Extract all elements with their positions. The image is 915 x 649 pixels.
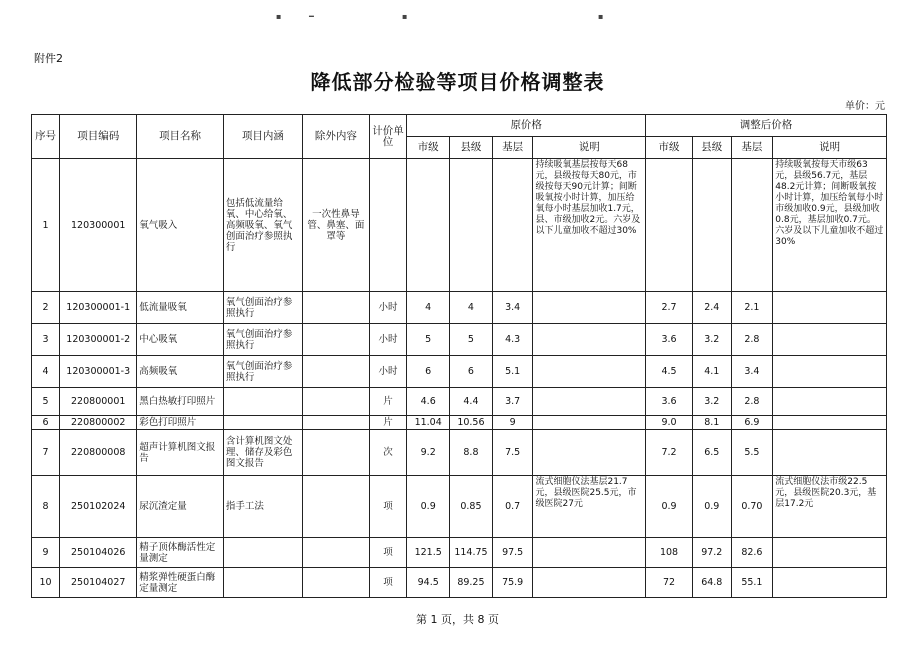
cell-n-base: 2.1 xyxy=(731,292,773,324)
cell-o-city: 121.5 xyxy=(407,538,450,568)
table-row xyxy=(32,159,887,292)
cell-n-city: 3.6 xyxy=(646,324,693,356)
cell-excluded xyxy=(303,356,370,388)
cell-n-city: 4.5 xyxy=(646,356,693,388)
cell-o-county: 10.56 xyxy=(450,416,493,430)
cell-seq: 1 xyxy=(32,159,60,292)
cell-n-city: 2.7 xyxy=(646,292,693,324)
table-row xyxy=(32,356,887,388)
cell-code: 120300001 xyxy=(60,159,137,292)
cell-n-county: 64.8 xyxy=(692,568,731,598)
cell-excluded xyxy=(303,416,370,430)
cell-o-note: 持续吸氧基层按每天68元，县级按每天80元，市级按每天90元计算；间断吸氧按小时计算，加压给氧每小时基层加收1.7元，县、市级加收2元。六岁及以下儿童加收不超过30% xyxy=(533,159,646,292)
cell-code: 250102024 xyxy=(60,476,137,538)
cell-n-base: 0.70 xyxy=(731,476,773,538)
cell-n-base: 5.5 xyxy=(731,430,773,476)
cell-n-note xyxy=(773,292,887,324)
cell-unit: 项 xyxy=(369,568,407,598)
header-adjusted-note: 说明 xyxy=(773,137,887,159)
cell-content: 氧气创面治疗参照执行 xyxy=(223,292,302,324)
cell-n-county: 8.1 xyxy=(692,416,731,430)
cell-code: 250104027 xyxy=(60,568,137,598)
cell-unit: 小时 xyxy=(369,356,407,388)
cell-name: 尿沉渣定量 xyxy=(137,476,224,538)
cell-n-city: 9.0 xyxy=(646,416,693,430)
cell-seq: 4 xyxy=(32,356,60,388)
cell-o-note xyxy=(533,324,646,356)
cell-code: 220800001 xyxy=(60,388,137,416)
cell-unit: 片 xyxy=(369,416,407,430)
cell-o-city: 4.6 xyxy=(407,388,450,416)
cell-code: 250104026 xyxy=(60,538,137,568)
cell-n-county: 2.4 xyxy=(692,292,731,324)
table-row xyxy=(32,476,887,538)
cell-o-base: 9 xyxy=(492,416,533,430)
cell-seq: 10 xyxy=(32,568,60,598)
cell-o-note: 流式细胞仪法基层21.7元，县级医院25.5元，市级医院27元 xyxy=(533,476,646,538)
cell-n-base: 55.1 xyxy=(731,568,773,598)
unit-label: 单价：元 xyxy=(845,101,885,112)
cell-content: 指手工法 xyxy=(223,476,302,538)
cell-seq: 2 xyxy=(32,292,60,324)
cell-seq: 7 xyxy=(32,430,60,476)
cell-o-note xyxy=(533,388,646,416)
cell-n-note xyxy=(773,416,887,430)
cell-unit: 项 xyxy=(369,476,407,538)
cell-n-city: 72 xyxy=(646,568,693,598)
cell-o-note xyxy=(533,292,646,324)
cell-o-city: 11.04 xyxy=(407,416,450,430)
cell-n-city: 108 xyxy=(646,538,693,568)
price-adjustment-table xyxy=(31,114,887,598)
scan-mark: ▪ xyxy=(598,12,604,21)
header-excluded: 除外内容 xyxy=(303,115,370,159)
cell-o-note xyxy=(533,430,646,476)
cell-o-county: 4 xyxy=(450,292,493,324)
cell-n-base: 3.4 xyxy=(731,356,773,388)
cell-excluded: 一次性鼻导管、鼻塞、面罩等 xyxy=(303,159,370,292)
cell-excluded xyxy=(303,538,370,568)
cell-code: 120300001-3 xyxy=(60,356,137,388)
cell-o-note xyxy=(533,356,646,388)
cell-unit xyxy=(369,159,407,292)
cell-content: 氧气创面治疗参照执行 xyxy=(223,324,302,356)
cell-content xyxy=(223,416,302,430)
cell-o-city: 94.5 xyxy=(407,568,450,598)
cell-n-county: 6.5 xyxy=(692,430,731,476)
header-original-city: 市级 xyxy=(407,137,450,159)
cell-n-note: 流式细胞仪法市级22.5元，县级医院20.3元，基层17.2元 xyxy=(773,476,887,538)
cell-code: 220800002 xyxy=(60,416,137,430)
cell-n-note xyxy=(773,538,887,568)
header-seq: 序号 xyxy=(32,115,60,159)
table-row xyxy=(32,568,887,598)
cell-excluded xyxy=(303,430,370,476)
cell-n-city xyxy=(646,159,693,292)
header-unit: 计价单位 xyxy=(369,115,407,159)
header-adjusted-city: 市级 xyxy=(646,137,693,159)
cell-n-base: 82.6 xyxy=(731,538,773,568)
cell-n-county: 4.1 xyxy=(692,356,731,388)
cell-unit: 片 xyxy=(369,388,407,416)
cell-o-city: 6 xyxy=(407,356,450,388)
cell-n-note xyxy=(773,430,887,476)
cell-o-base: 3.4 xyxy=(492,292,533,324)
cell-seq: 9 xyxy=(32,538,60,568)
cell-code: 120300001-2 xyxy=(60,324,137,356)
cell-o-city: 4 xyxy=(407,292,450,324)
scan-mark: ▪ xyxy=(402,12,408,21)
header-code: 项目编码 xyxy=(60,115,137,159)
cell-content xyxy=(223,538,302,568)
cell-name: 彩色打印照片 xyxy=(137,416,224,430)
header-content: 项目内涵 xyxy=(223,115,302,159)
cell-n-note xyxy=(773,568,887,598)
cell-o-note xyxy=(533,538,646,568)
cell-unit: 次 xyxy=(369,430,407,476)
cell-content: 含计算机图文处理、储存及彩色图文报告 xyxy=(223,430,302,476)
cell-o-base: 75.9 xyxy=(492,568,533,598)
table-row xyxy=(32,538,887,568)
cell-n-county: 97.2 xyxy=(692,538,731,568)
cell-o-base: 3.7 xyxy=(492,388,533,416)
cell-unit: 小时 xyxy=(369,292,407,324)
cell-seq: 6 xyxy=(32,416,60,430)
cell-o-base xyxy=(492,159,533,292)
cell-o-base: 7.5 xyxy=(492,430,533,476)
cell-o-note xyxy=(533,568,646,598)
cell-n-base xyxy=(731,159,773,292)
cell-unit: 项 xyxy=(369,538,407,568)
cell-excluded xyxy=(303,388,370,416)
header-original-note: 说明 xyxy=(533,137,646,159)
table-row xyxy=(32,324,887,356)
cell-n-note: 持续吸氧按每天市级63元，县级56.7元，基层48.2元计算；间断吸氧按小时计算，加压给氧每小时市级加收0.9元，县级加收0.8元，基层加收0.7元。六岁及以下儿童加收不超过30% xyxy=(773,159,887,292)
cell-n-city: 3.6 xyxy=(646,388,693,416)
header-original-price: 原价格 xyxy=(407,115,646,137)
cell-excluded xyxy=(303,568,370,598)
cell-n-county: 3.2 xyxy=(692,324,731,356)
cell-name: 高频吸氧 xyxy=(137,356,224,388)
cell-n-city: 7.2 xyxy=(646,430,693,476)
cell-o-county: 5 xyxy=(450,324,493,356)
cell-o-county: 6 xyxy=(450,356,493,388)
cell-name: 低流量吸氧 xyxy=(137,292,224,324)
cell-excluded xyxy=(303,476,370,538)
cell-content: 包括低流量给氧、中心给氧、高频吸氧、氧气创面治疗参照执行 xyxy=(223,159,302,292)
cell-o-base: 5.1 xyxy=(492,356,533,388)
cell-o-city: 5 xyxy=(407,324,450,356)
cell-o-county: 114.75 xyxy=(450,538,493,568)
table-row xyxy=(32,416,887,430)
cell-o-county: 4.4 xyxy=(450,388,493,416)
cell-o-city xyxy=(407,159,450,292)
cell-excluded xyxy=(303,324,370,356)
cell-o-county: 8.8 xyxy=(450,430,493,476)
cell-code: 120300001-1 xyxy=(60,292,137,324)
document-title: 降低部分检验等项目价格调整表 xyxy=(310,70,605,94)
page-footer: 第 1 页，共 8 页 xyxy=(416,613,499,626)
cell-o-base: 97.5 xyxy=(492,538,533,568)
table-row xyxy=(32,292,887,324)
cell-o-note xyxy=(533,416,646,430)
cell-name: 氧气吸入 xyxy=(137,159,224,292)
cell-n-base: 2.8 xyxy=(731,324,773,356)
cell-name: 精浆弹性硬蛋白酶定量测定 xyxy=(137,568,224,598)
cell-name: 中心吸氧 xyxy=(137,324,224,356)
cell-code: 220800008 xyxy=(60,430,137,476)
cell-content: 氧气创面治疗参照执行 xyxy=(223,356,302,388)
header-original-base: 基层 xyxy=(492,137,533,159)
cell-excluded xyxy=(303,292,370,324)
cell-o-city: 0.9 xyxy=(407,476,450,538)
table-row xyxy=(32,430,887,476)
table-row xyxy=(32,388,887,416)
cell-n-city: 0.9 xyxy=(646,476,693,538)
cell-unit: 小时 xyxy=(369,324,407,356)
cell-n-county: 0.9 xyxy=(692,476,731,538)
scan-mark: ━ xyxy=(309,12,314,21)
cell-n-note xyxy=(773,388,887,416)
cell-content xyxy=(223,568,302,598)
header-adjusted-price: 调整后价格 xyxy=(646,115,887,137)
cell-o-county: 89.25 xyxy=(450,568,493,598)
cell-name: 超声计算机图文报告 xyxy=(137,430,224,476)
scan-mark: ▪ xyxy=(276,12,282,21)
cell-o-county: 0.85 xyxy=(450,476,493,538)
cell-n-county: 3.2 xyxy=(692,388,731,416)
cell-name: 精子顶体酶活性定量测定 xyxy=(137,538,224,568)
cell-n-base: 2.8 xyxy=(731,388,773,416)
cell-name: 黑白热敏打印照片 xyxy=(137,388,224,416)
cell-o-base: 4.3 xyxy=(492,324,533,356)
cell-o-city: 9.2 xyxy=(407,430,450,476)
header-adjusted-county: 县级 xyxy=(692,137,731,159)
cell-o-base: 0.7 xyxy=(492,476,533,538)
cell-n-base: 6.9 xyxy=(731,416,773,430)
cell-content xyxy=(223,388,302,416)
cell-n-note xyxy=(773,324,887,356)
header-name: 项目名称 xyxy=(137,115,224,159)
attachment-label: 附件2 xyxy=(34,52,63,65)
cell-n-county xyxy=(692,159,731,292)
header-original-county: 县级 xyxy=(450,137,493,159)
cell-seq: 5 xyxy=(32,388,60,416)
header-adjusted-base: 基层 xyxy=(731,137,773,159)
cell-o-county xyxy=(450,159,493,292)
cell-n-note xyxy=(773,356,887,388)
cell-seq: 3 xyxy=(32,324,60,356)
cell-seq: 8 xyxy=(32,476,60,538)
